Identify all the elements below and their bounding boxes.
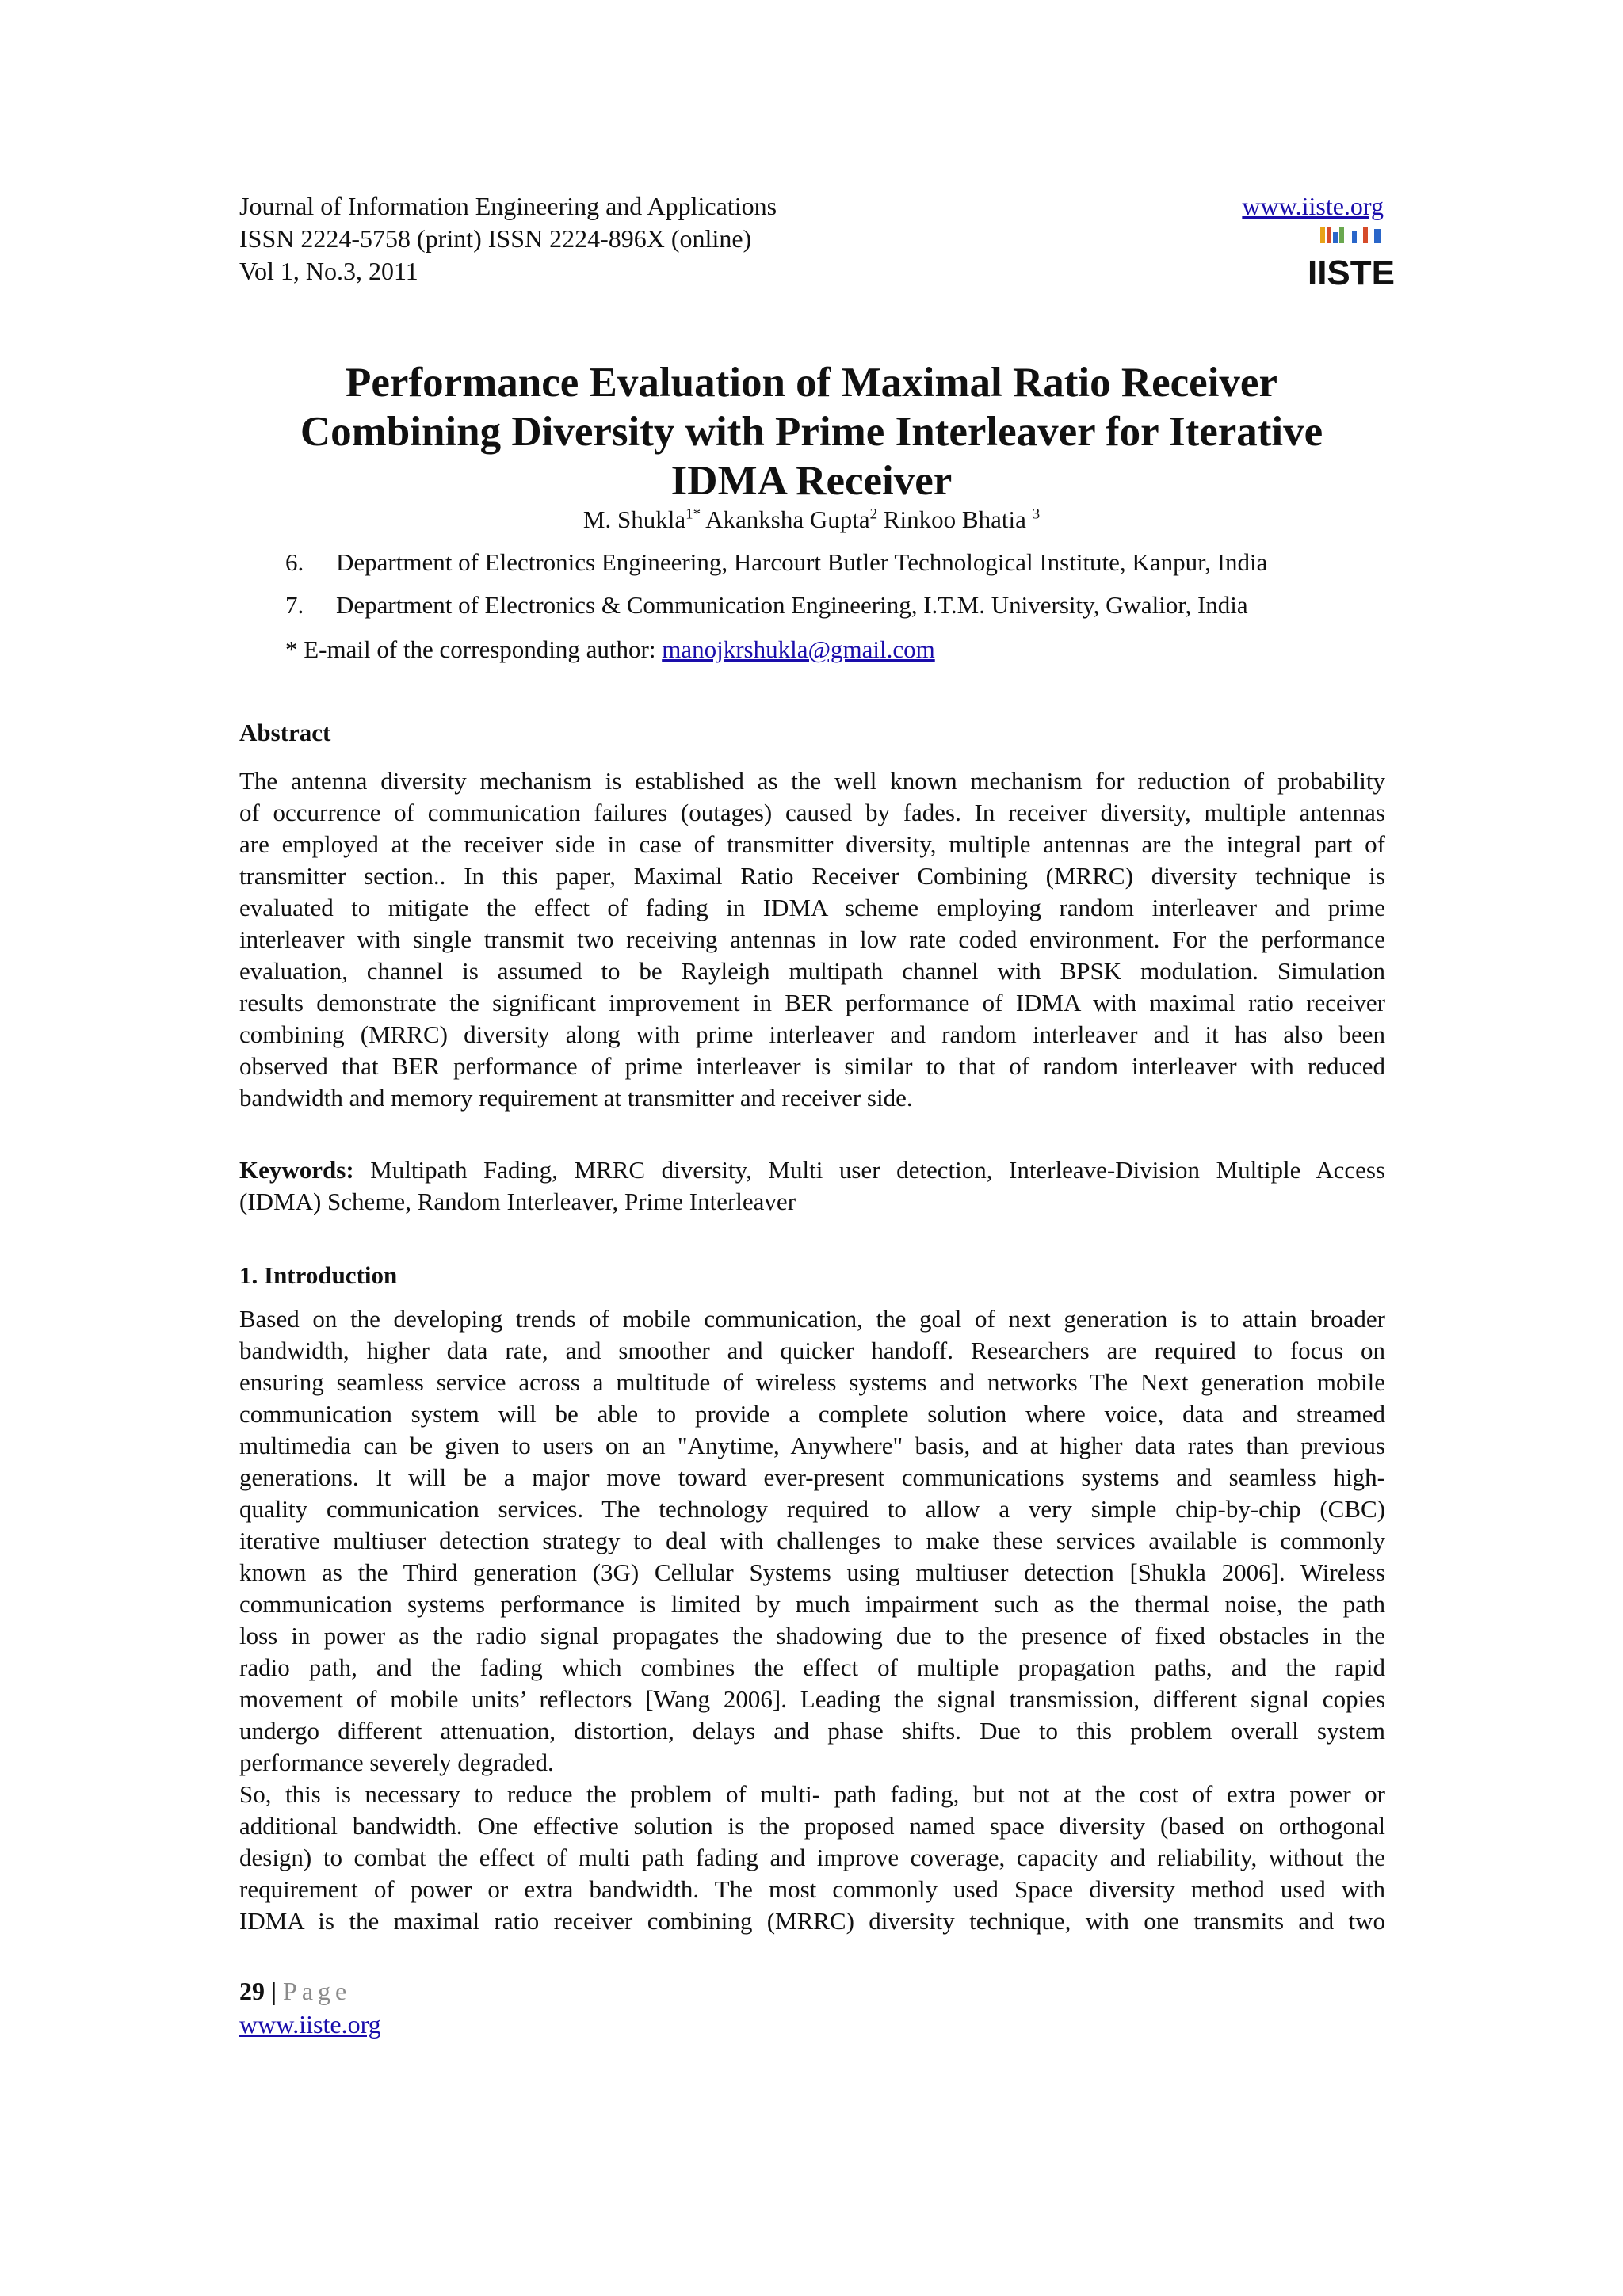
intro-line: communication system will be able to provide a complete solution where voice, data and streamed: [239, 1400, 1385, 1428]
intro-line: bandwidth, higher data rate, and smoother and quicker handoff. Researchers are required to focus on: [239, 1337, 1385, 1364]
intro-line: design) to combat the effect of multi path fading and improve coverage, capacity and reliability, without the: [239, 1844, 1385, 1871]
intro-line: Based on the developing trends of mobile communication, the goal of next generation is to attain broader: [239, 1305, 1385, 1333]
intro-line: So, this is necessary to reduce the problem of multi- path fading, but not at the cost of extra power or: [239, 1780, 1385, 1808]
journal-name: Journal of Information Engineering and Applications: [239, 192, 777, 220]
abstract-line: transmitter section.. In this paper, Maximal Ratio Receiver Combining (MRRC) diversity technique is: [239, 862, 1385, 890]
paper-title: [238, 358, 1385, 505]
abstract-line: are employed at the receiver side in case of transmitter diversity, multiple antennas are the integral part of: [239, 830, 1385, 858]
title-line-1: Performance Evaluation of Maximal Ratio Receiver: [346, 360, 1277, 406]
header-website-link[interactable]: www.iiste.org: [1242, 192, 1384, 220]
affiliation-2-text: Department of Electronics & Communication Engineering, I.T.M. University, Gwalior, India: [336, 591, 1248, 619]
intro-line: undergo different attenuation, distortion, delays and phase shifts. Due to this problem overall system: [239, 1717, 1385, 1745]
abstract-line: interleaver with single transmit two receiving antennas in low rate coded environment. For the performance: [239, 925, 1385, 953]
author-1: M. Shukla: [582, 505, 686, 533]
corresponding-email: [285, 634, 935, 666]
abstract-line: of occurrence of communication failures (outages) caused by fades. In receiver diversity, multiple antennas: [239, 799, 1385, 826]
abstract-line: observed that BER performance of prime interleaver is similar to that of random interleaver with reduced: [239, 1052, 1385, 1080]
abstract-line: combining (MRRC) diversity along with prime interleaver and random interleaver and it has also been: [239, 1020, 1385, 1048]
page-label: Page: [283, 1977, 352, 2005]
abstract-body: [239, 765, 1385, 1114]
keywords-text-1: Multipath Fading, MRRC diversity, Multi user detection, Interleave-Division Multiple Access: [353, 1156, 1385, 1184]
footer-website-link[interactable]: www.iiste.org: [239, 2010, 381, 2039]
author-list: [238, 504, 1385, 536]
intro-line: performance severely degraded.: [239, 1749, 554, 1776]
intro-line: ensuring seamless service across a multitude of wireless systems and networks The Next generation mobile: [239, 1368, 1385, 1396]
abstract-line: evaluation, channel is assumed to be Rayleigh multipath channel with BPSK modulation. Simulation: [239, 957, 1385, 985]
intro-line: quality communication services. The technology required to allow a very simple chip-by-chip (CBC): [239, 1495, 1385, 1523]
intro-line: generations. It will be a major move toward ever-present communications systems and seamless high-: [239, 1463, 1385, 1491]
intro-line: additional bandwidth. One effective solution is the proposed named space diversity (based on orthogonal: [239, 1812, 1385, 1840]
affiliation-1-number: 6.: [285, 548, 304, 576]
title-line-3: IDMA Receiver: [670, 458, 953, 504]
affiliation-1: [285, 547, 1267, 578]
keywords-label: Keywords:: [239, 1156, 354, 1184]
email-label: * E-mail of the corresponding author:: [285, 635, 663, 663]
abstract-line: bandwidth and memory requirement at transmitter and receiver side.: [239, 1084, 913, 1112]
intro-line: requirement of power or extra bandwidth. The most commonly used Space diversity method used with: [239, 1875, 1385, 1903]
header-right: [1242, 190, 1396, 293]
affiliation-2-number: 7.: [285, 591, 304, 619]
abstract-heading: Abstract: [239, 719, 331, 746]
page-footer: [239, 1974, 381, 2041]
introduction-heading: 1. Introduction: [239, 1261, 398, 1289]
intro-line: communication systems performance is limited by much impairment such as the thermal noise, the path: [239, 1590, 1385, 1618]
author-1-sup: 1*: [685, 505, 701, 523]
journal-volume: Vol 1, No.3, 2011: [239, 257, 418, 285]
keywords: [239, 1154, 1385, 1218]
intro-line: iterative multiuser detection strategy to deal with challenges to make these services available is commonly: [239, 1527, 1385, 1554]
page-separator: |: [265, 1977, 284, 2005]
abstract-line: evaluated to mitigate the effect of fading in IDMA scheme employing random interleaver and prime: [239, 894, 1385, 921]
intro-line: IDMA is the maximal ratio receiver combining (MRRC) diversity technique, with one transmits and two: [239, 1907, 1385, 1935]
author-3: Rinkoo Bhatia: [883, 505, 1026, 533]
page-number-row: [239, 1974, 381, 2008]
email-link[interactable]: manojkrshukla@gmail.com: [662, 635, 935, 663]
title-line-2: Combining Diversity with Prime Interleaver for Iterative: [300, 409, 1323, 455]
author-3-sup: 3: [1032, 505, 1041, 523]
intro-line: radio path, and the fading which combines the effect of multiple propagation paths, and the rapid: [239, 1653, 1385, 1681]
intro-line: movement of mobile units’ reflectors [Wang 2006]. Leading the signal transmission, different signal copies: [239, 1685, 1385, 1713]
intro-line: multimedia can be given to users on an "Anytime, Anywhere" basis, and at higher data rates than previous: [239, 1432, 1385, 1459]
abstract-line: results demonstrate the significant improvement in BER performance of IDMA with maximal ratio receiver: [239, 989, 1385, 1016]
introduction-body: [239, 1303, 1385, 1937]
journal-header: [239, 190, 777, 288]
logo-text: IISTE: [1307, 254, 1396, 292]
keywords-line-1: [239, 1154, 1385, 1186]
author-2-sup: 2: [869, 505, 878, 523]
intro-line: known as the Third generation (3G) Cellular Systems using multiuser detection [Shukla 2006]. Wireless: [239, 1558, 1385, 1586]
journal-issn: ISSN 2224-5758 (print) ISSN 2224-896X (online): [239, 224, 752, 253]
author-2: Akanksha Gupta: [705, 505, 870, 533]
affiliation-1-text: Department of Electronics Engineering, Harcourt Butler Technological Institute, Kanpur, India: [336, 548, 1268, 576]
iiste-logo-icon: [1307, 226, 1396, 292]
keywords-line-2: (IDMA) Scheme, Random Interleaver, Prime Interleaver: [239, 1188, 796, 1215]
page-number: 29: [239, 1977, 265, 2005]
abstract-line: The antenna diversity mechanism is established as the well known mechanism for reduction of probability: [239, 767, 1385, 795]
intro-line: loss in power as the radio signal propagates the shadowing due to the presence of fixed obstacles in the: [239, 1622, 1385, 1650]
affiliation-2: [285, 589, 1248, 621]
